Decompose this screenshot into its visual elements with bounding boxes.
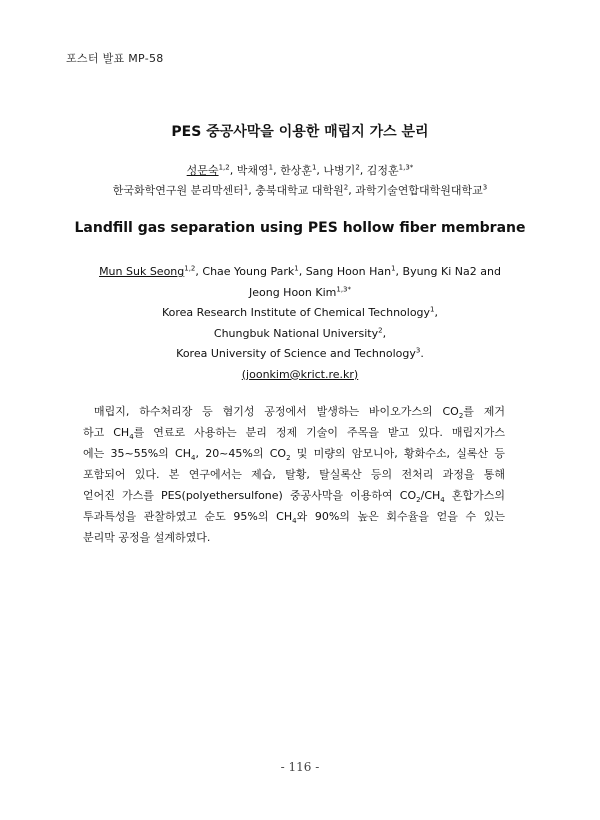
punctuation: . bbox=[420, 347, 424, 360]
abstract-paragraph bbox=[83, 401, 505, 548]
abstract-text: 와 90%의 높은 회수율을 얻을 수 있는 bbox=[296, 510, 505, 523]
abstract-text: /CH bbox=[420, 489, 441, 502]
korean-author-name: 한상훈 bbox=[280, 164, 312, 177]
separator: , bbox=[316, 164, 324, 177]
abstract-line: 분리막 공정을 설계하였다. bbox=[83, 531, 211, 544]
page-number: - 116 - bbox=[280, 760, 320, 774]
english-authors-affiliations bbox=[0, 262, 600, 385]
english-author-name: Mun Suk Seong bbox=[99, 265, 185, 278]
separator: , bbox=[229, 164, 237, 177]
subscript: 2 bbox=[286, 454, 291, 463]
abstract-line bbox=[83, 401, 505, 422]
korean-author-name: 나병기 bbox=[323, 164, 356, 177]
affiliation-name: Chungbuk National University bbox=[213, 326, 379, 340]
affiliation-sup: 1 bbox=[430, 305, 435, 314]
korean-affiliation bbox=[255, 184, 355, 197]
email-link[interactable]: (joonkim@krict.re.kr) bbox=[241, 367, 359, 381]
abstract-line: 포함되어 있다. 본 연구에서는 제습, 탈황, 탈실록산 등의 전처리 과정을 통해 bbox=[83, 468, 505, 481]
korean-author-sup: 1,2 bbox=[218, 163, 230, 172]
korean-affiliation-sup: 1 bbox=[243, 183, 249, 192]
english-author-name: , Chae Young Park bbox=[195, 265, 295, 278]
english-title: Landfill gas separation using PES hollow fiber membrane bbox=[74, 220, 526, 236]
affiliation-name: Korea University of Science and Technology bbox=[176, 347, 416, 360]
subscript: 4 bbox=[129, 433, 134, 442]
korean-affiliation-name: 과학기술연합대학원대학교 bbox=[355, 184, 483, 197]
abstract-line bbox=[83, 485, 505, 506]
subscript: 4 bbox=[440, 496, 445, 505]
affiliation-sup: 3 bbox=[415, 346, 421, 355]
english-author-sup: 1 bbox=[294, 264, 299, 273]
email-line bbox=[0, 365, 600, 386]
abstract-text: 에는 35~55%의 CH bbox=[83, 447, 191, 460]
korean-title: PES 중공사막을 이용한 매립지 가스 분리 bbox=[171, 124, 429, 140]
korean-author-sup: 2 bbox=[355, 163, 360, 172]
abstract-text: 를 연료로 사용하는 분리 정제 기술이 주목을 받고 있다. 매립지가스 bbox=[133, 426, 505, 439]
abstract-line bbox=[83, 443, 505, 464]
korean-author bbox=[323, 164, 366, 177]
subscript: 4 bbox=[292, 517, 297, 526]
abstract-line bbox=[83, 422, 505, 443]
abstract-text: 혼합가스의 bbox=[444, 489, 505, 502]
english-affiliation-2 bbox=[0, 324, 600, 345]
korean-affiliation-sup: 2 bbox=[343, 183, 349, 192]
abstract-text: 매립지, 하수처리장 등 혐기성 공정에서 발생하는 바이오가스의 CO bbox=[94, 405, 459, 418]
korean-author-sup: 1 bbox=[268, 163, 274, 172]
abstract-text: 하고 CH bbox=[83, 426, 130, 439]
abstract-text: 투과특성을 관찰하였고 순도 95%의 CH bbox=[83, 510, 293, 523]
english-affiliation-3 bbox=[0, 344, 600, 365]
affiliation-sup: 2 bbox=[378, 325, 383, 334]
korean-affiliation-name: 충북대학교 대학원 bbox=[255, 184, 344, 197]
korean-author-name: 박채영 bbox=[236, 164, 269, 177]
korean-author bbox=[280, 164, 323, 177]
separator: , bbox=[348, 184, 356, 197]
poster-session-label: 포스터 발표 MP-58 bbox=[66, 52, 164, 65]
korean-author-name: 성문숙 bbox=[186, 164, 219, 177]
korean-authors bbox=[0, 162, 600, 178]
korean-author bbox=[367, 164, 414, 177]
english-author-name: , Sang Hoon Han bbox=[298, 265, 392, 278]
korean-author bbox=[187, 164, 237, 177]
abstract-text: 얻어진 가스를 PES(polyethersulfone) 중공사막을 이용하여 CO bbox=[83, 489, 417, 502]
abstract-text: 를 제거 bbox=[463, 405, 505, 418]
subscript: 2 bbox=[416, 496, 421, 505]
english-author-name: Jeong Hoon Kim bbox=[248, 285, 337, 299]
korean-author-sup: 1 bbox=[311, 163, 317, 172]
korean-affiliation bbox=[355, 184, 487, 197]
english-affiliation-1 bbox=[0, 303, 600, 324]
separator: , bbox=[359, 164, 367, 177]
english-authors-line-2 bbox=[0, 283, 600, 304]
korean-affiliation bbox=[113, 184, 255, 197]
english-authors-line-1 bbox=[0, 262, 600, 283]
english-author-name: , Byung Ki Na2 and bbox=[395, 265, 501, 278]
punctuation: , bbox=[382, 326, 387, 340]
separator: , bbox=[273, 164, 281, 177]
english-author-sup: 1,2 bbox=[184, 264, 196, 273]
korean-affiliations bbox=[0, 182, 600, 198]
subscript: 4 bbox=[190, 454, 196, 463]
separator: , bbox=[248, 184, 256, 197]
abstract-text: 및 미량의 암모니아, 황화수소, 실록산 등 bbox=[290, 447, 505, 460]
korean-author-sup: 1,3* bbox=[398, 163, 414, 172]
affiliation-name: Korea Research Institute of Chemical Technology bbox=[161, 306, 431, 319]
korean-affiliation-sup: 3 bbox=[482, 183, 488, 192]
korean-affiliation-name: 한국화학연구원 분리막센터 bbox=[112, 184, 244, 197]
abstract-line bbox=[83, 506, 505, 527]
korean-author bbox=[237, 164, 280, 177]
punctuation: , bbox=[434, 306, 439, 319]
subscript: 2 bbox=[458, 412, 464, 421]
abstract-text: , 20~45%의 CO bbox=[195, 447, 287, 460]
english-author-sup: 1 bbox=[391, 264, 396, 273]
korean-author-name: 김정훈 bbox=[366, 164, 399, 177]
english-author-sup: 1,3* bbox=[336, 284, 352, 293]
